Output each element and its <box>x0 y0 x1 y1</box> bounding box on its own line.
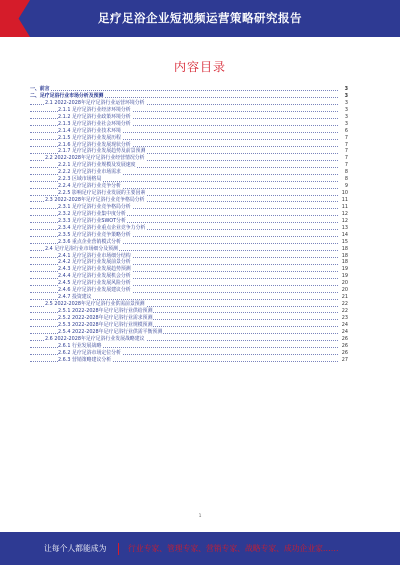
toc-entry-title: 2.4.7 投资建议 <box>58 294 92 301</box>
toc-entry-page: 14 <box>341 231 348 238</box>
toc-entry[interactable] <box>30 336 348 343</box>
toc-entry-title: 2.6.3 营销策略建议分析 <box>58 356 112 363</box>
toc-entry-page: 26 <box>341 342 348 349</box>
toc-entry-page: 3 <box>344 113 348 120</box>
toc-entry[interactable] <box>30 197 348 204</box>
toc-entry-page: 7 <box>344 134 348 141</box>
toc-entry-page: 7 <box>344 155 348 162</box>
toc-entry-title: 2.3 2022-2028年足疗足浴行业竞争格局分析 <box>45 197 145 203</box>
toc-entry-title: 2.3.5 足疗足浴行业竞争策略分析 <box>58 231 131 238</box>
toc-entry-title: 2.1.1 足疗足浴行业经济环境分析 <box>58 106 131 113</box>
toc-entry-page: 19 <box>341 266 348 273</box>
toc-entry-title: 2.5.3 2022-2028年足疗足浴行业规模预测 <box>58 321 153 328</box>
page-number: 1 <box>198 514 202 519</box>
toc-entry[interactable] <box>30 128 348 135</box>
toc-entry[interactable] <box>30 225 348 232</box>
toc-entry[interactable] <box>30 204 348 211</box>
footer-divider <box>118 543 119 555</box>
toc-entry[interactable] <box>30 322 348 329</box>
toc-entry-title: 2.3.2 足疗足浴行业集中度分析 <box>58 210 126 217</box>
table-of-contents <box>30 86 348 364</box>
toc-entry-title: 2.1.5 足疗足浴行业发展历程 <box>58 134 121 141</box>
toc-entry[interactable] <box>30 218 348 225</box>
toc-entry-page: 18 <box>341 252 348 259</box>
toc-entry-page: 7 <box>344 162 348 169</box>
toc-entry-title: 2.2.1 足疗足浴行业规模及发展速度 <box>58 162 136 169</box>
header-bar <box>0 0 400 37</box>
toc-entry-title: 2.3.1 足疗足浴行业竞争格局分析 <box>58 203 131 210</box>
toc-entry-title: 2.2.2 足疗足浴行业市场需求 <box>58 169 121 176</box>
toc-entry[interactable] <box>30 135 348 142</box>
toc-entry-page: 24 <box>341 321 348 328</box>
toc-entry-page: 8 <box>344 169 348 176</box>
toc-entry-title: 2.2.4 足疗足浴行业竞争分析 <box>58 183 121 190</box>
toc-entry-page: 22 <box>341 308 348 314</box>
toc-entry-title: 2.6.1 行业发展战略 <box>58 342 102 349</box>
toc-entry-title: 2.4.2 足疗足浴行业发展前景分析 <box>58 259 131 266</box>
toc-entry-title: 2.2.5 影响足疗足浴行业发展的主要因素 <box>58 190 146 197</box>
toc-entry-page: 20 <box>341 287 348 294</box>
toc-entry-page: 20 <box>341 280 348 287</box>
toc-entry-page: 3 <box>344 92 348 99</box>
toc-entry-title: 2.3.3 足疗足浴行业SWOT分析 <box>58 217 126 224</box>
toc-entry-title: 2.2.3 区域市场格局 <box>58 176 102 183</box>
toc-entry[interactable] <box>30 343 348 350</box>
toc-entry-title: 2.1.4 足疗足浴行业技术环境 <box>58 127 121 134</box>
toc-entry-title: 2.4.6 足疗足浴行业发展建议分析 <box>58 287 131 294</box>
toc-entry-page: 27 <box>341 356 348 363</box>
toc-entry-page: 3 <box>344 106 348 113</box>
footer-slogan-right: 行业专家、管理专家、营销专家、战略专家、成功企业家…… <box>128 544 339 553</box>
toc-leader-dots <box>30 90 338 91</box>
toc-entry-title: 2.2 2022-2028年足疗足浴行业经营情况分析 <box>45 155 145 162</box>
toc-entry-title: 2.3.6 重点企业营销模式分析 <box>58 238 121 245</box>
toc-entry-page: 19 <box>341 273 348 280</box>
toc-entry-title: 2.5.2 2022-2028年足疗足浴行业需求预测 <box>58 314 153 321</box>
toc-entry-title: 2.5 2022-2028年足疗足浴行业供需前景预测 <box>45 301 145 308</box>
toc-entry-page: 6 <box>344 127 348 134</box>
toc-entry-page: 3 <box>344 99 348 106</box>
toc-entry-title: 2.4.4 足疗足浴行业发展机会分析 <box>58 273 131 280</box>
toc-entry[interactable] <box>30 86 348 93</box>
footer-bar <box>0 532 400 565</box>
toc-entry-page: 11 <box>341 197 348 203</box>
toc-entry[interactable] <box>30 357 348 364</box>
toc-entry-title: 2.5.4 2022-2028年足疗足浴行业供需平衡预测 <box>58 328 163 335</box>
toc-entry[interactable] <box>30 107 348 114</box>
toc-entry-title: 2.1 2022-2028年足疗足浴行业运营环境分析 <box>45 99 145 106</box>
toc-entry-page: 15 <box>341 238 348 245</box>
toc-entry[interactable] <box>30 315 348 322</box>
toc-entry-page: 26 <box>341 335 348 342</box>
toc-entry-page: 18 <box>341 259 348 266</box>
toc-entry-title: 二、足疗足浴行业市场分析及预测 <box>30 92 104 99</box>
toc-entry-title: 2.3.4 足疗足浴行业重点企业竞争力分析 <box>58 224 146 231</box>
toc-entry-title: 2.6.2 足疗足浴市场定位分析 <box>58 349 121 356</box>
toc-entry-title: 2.1.2 足疗足浴行业政策环境分析 <box>58 113 131 120</box>
toc-entry-title: 2.1.3 足疗足浴行业社会环境分析 <box>58 120 131 127</box>
toc-entry-page: 3 <box>344 120 348 127</box>
toc-entry-page: 3 <box>344 86 348 92</box>
toc-entry-page: 11 <box>341 203 348 210</box>
toc-entry-page: 18 <box>341 245 348 252</box>
toc-entry-title: 2.1.7 足疗足浴行业发展趋势及前景预测 <box>58 148 146 155</box>
toc-entry[interactable] <box>30 211 348 218</box>
toc-entry-page: 7 <box>344 141 348 148</box>
toc-entry-title: 2.4.3 足疗足浴行业发展趋势预测 <box>58 266 131 273</box>
toc-entry-page: 21 <box>341 294 348 301</box>
toc-entry[interactable] <box>30 350 348 357</box>
toc-entry-page: 12 <box>341 217 348 224</box>
toc-entry-title: 一、前言 <box>30 86 50 92</box>
toc-entry-page: 23 <box>341 314 348 321</box>
toc-entry-page: 8 <box>344 176 348 183</box>
toc-entry[interactable] <box>30 329 348 336</box>
toc-entry-page: 9 <box>344 183 348 190</box>
toc-entry-title: 2.1.6 足疗足浴行业发展现状分析 <box>58 141 131 148</box>
toc-entry-title: 2.5.1 2022-2028年足疗足浴行业供给预测 <box>58 308 153 314</box>
toc-entry-title: 2.4 足疗足浴行业市场细分及预测 <box>45 245 118 252</box>
report-title: 足疗足浴企业短视频运营策略研究报告 <box>98 11 302 25</box>
footer-slogan-left: 让每个人都能成为 <box>44 544 107 553</box>
toc-entry[interactable] <box>30 301 348 308</box>
toc-entry-page: 13 <box>341 224 348 231</box>
toc-entry-page: 10 <box>341 190 348 197</box>
toc-entry-page: 26 <box>341 349 348 356</box>
toc-entry-title: 2.4.5 足疗足浴行业发展风险分析 <box>58 280 131 287</box>
toc-heading: 内容目录 <box>173 60 226 74</box>
toc-entry-page: 24 <box>341 328 348 335</box>
toc-entry[interactable] <box>30 246 348 253</box>
toc-entry-page: 22 <box>341 301 348 308</box>
toc-entry[interactable] <box>30 114 348 121</box>
toc-entry[interactable] <box>30 190 348 197</box>
toc-entry[interactable] <box>30 93 348 100</box>
toc-entry[interactable] <box>30 100 348 107</box>
toc-entry-title: 2.4.1 足疗足浴行业市场细分结构 <box>58 252 131 259</box>
toc-entry[interactable] <box>30 308 348 315</box>
toc-entry-page: 7 <box>344 148 348 155</box>
toc-entry-title: 2.6 2022-2028年足疗足浴行业发展战略建议 <box>45 335 145 342</box>
toc-entry[interactable] <box>30 121 348 128</box>
toc-entry-page: 12 <box>341 210 348 217</box>
toc-entry[interactable] <box>30 239 348 246</box>
toc-entry[interactable] <box>30 232 348 239</box>
